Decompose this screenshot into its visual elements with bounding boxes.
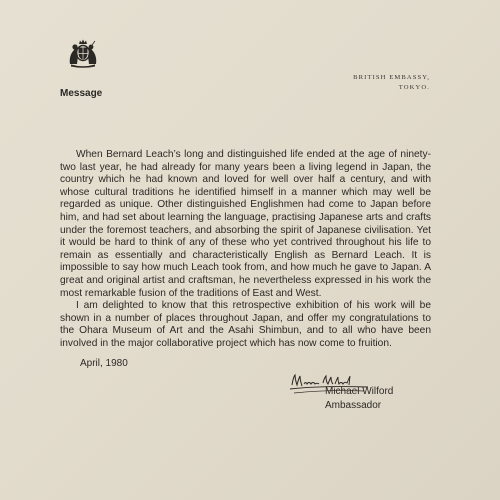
signatory-block <box>325 385 393 413</box>
signatory-title: Ambassador <box>325 400 382 411</box>
letter-heading: Message <box>60 88 103 99</box>
signatory-name: Michael Wilford <box>325 386 394 397</box>
embassy-name: BRITISH EMBASSY, <box>353 74 430 81</box>
letter-body <box>60 149 431 351</box>
embassy-address <box>353 73 430 93</box>
body-paragraph-1: When Bernard Leach’s long and distinguished life ended at the age of ninety-two last year, he had already for many years been a living legend in Japan, the country which he had known and loved for well over half a century, and with whose cultural traditions he identified himself in a manner which may well be regarded as unique. Other distinguished Englishmen had come to Japan before him, and had set about learning the language, practising Japanese arts and crafts under the foremost teachers, and absorbing the spirit of Japanese civilisation. Yet it would be hard to think of any of these who yet contrived throughout his life to remain as essentially and characteristically English as Bernard Leach. It is impossible to say how much Leach took from, and how much he gave to Japan. A great and original artist and craftsman, he nevertheless expressed in his work the most remarkable fusion of the traditions of East and West. <box>60 149 431 299</box>
embassy-city: TOKYO. <box>398 84 430 91</box>
body-paragraph-2: I am delighted to know that this retrospective exhibition of his work will be shown in a number of places throughout Japan, and offer my congratulations to the Ohara Museum of Art and the Asahi Shimbun, and to all who have been involved in the major collaborative project which has now come to fruition. <box>60 300 431 349</box>
letter-date: April, 1980 <box>80 358 128 369</box>
royal-coat-of-arms-icon <box>66 38 100 68</box>
